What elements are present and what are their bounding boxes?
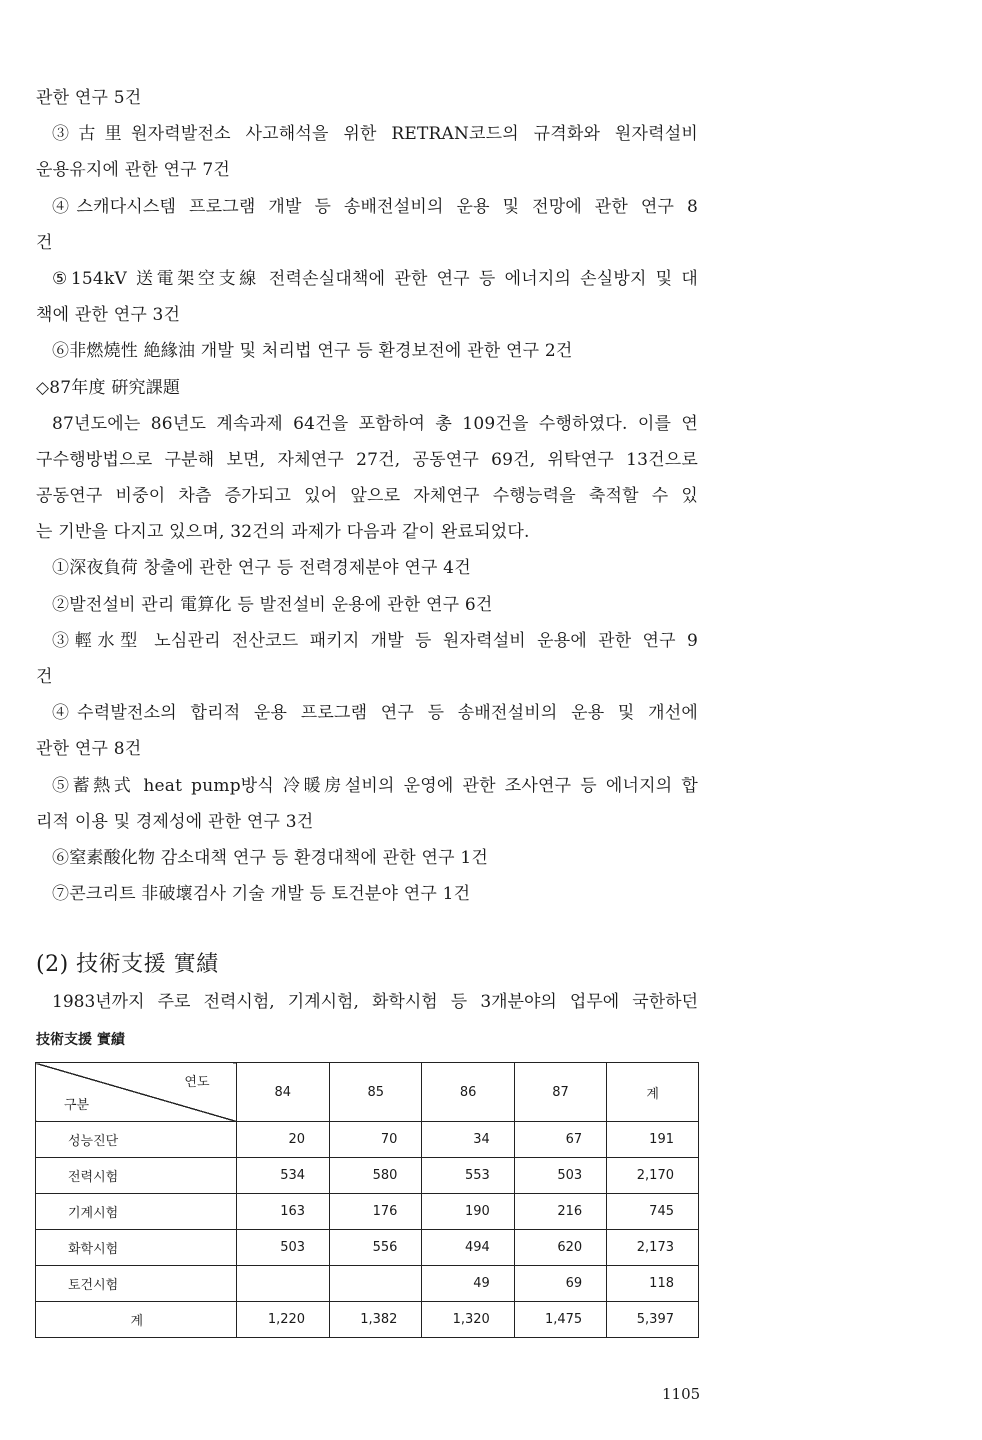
text-line: 건 — [36, 232, 53, 253]
text-line: 공동연구 비중이 차츰 증가되고 있어 앞으로 자체연구 수행능력을 축적할 수 있 — [36, 486, 698, 507]
table-cell: 553 — [422, 1158, 514, 1194]
table-row — [36, 1194, 699, 1230]
text-line: ⑥窒素酸化物 감소대책 연구 등 환경대책에 관한 연구 1건 — [52, 847, 489, 868]
text-line: 건 — [36, 667, 53, 687]
table-cell — [330, 1266, 422, 1302]
text-line: 구수행방법으로 구분해 보면, 자체연구 27건, 공동연구 69건, 위탁연구 13건으로 — [36, 449, 698, 470]
table-row — [36, 1122, 699, 1158]
table-cell: 580 — [330, 1158, 422, 1194]
text-line: 관한 연구 5건 — [36, 88, 142, 108]
corner-year-label: 연도 — [184, 1075, 210, 1090]
table-cell: 745 — [607, 1194, 699, 1230]
row-label: 기계시험 — [36, 1194, 237, 1230]
text-line: ④스캐다시스템 프로그램 개발 등 송배전설비의 운용 및 전망에 관한 연구 8 — [52, 196, 698, 217]
table-cell: 118 — [607, 1266, 699, 1302]
table-cell: 534 — [236, 1158, 330, 1194]
text-line: ④수력발전소의 합리적 운용 프로그램 연구 등 송배전설비의 운용 및 개선에 — [52, 703, 698, 724]
table-cell: 2,170 — [607, 1158, 699, 1194]
text-line: 87년도에는 86년도 계속과제 64건을 포함하여 총 109건을 수행하였다. 이를 연 — [52, 413, 698, 434]
table-cell: 70 — [330, 1122, 422, 1158]
text-line: 는 기반을 다지고 있으며, 32건의 과제가 다음과 같이 완료되었다. — [36, 522, 530, 543]
row-label: 성능진단 — [36, 1122, 237, 1158]
table-cell: 190 — [422, 1194, 514, 1230]
table-corner-cell — [36, 1063, 237, 1122]
table-row — [36, 1266, 699, 1302]
table-row — [36, 1302, 699, 1338]
table-cell: 20 — [236, 1122, 330, 1158]
row-label: 전력시험 — [36, 1158, 237, 1194]
table-cell: 503 — [514, 1158, 606, 1194]
text-line: 운용유지에 관한 연구 7건 — [36, 160, 231, 181]
text-line: ②발전설비 관리 電算化 등 발전설비 운용에 관한 연구 6건 — [52, 594, 493, 615]
table-cell: 503 — [236, 1230, 330, 1266]
table-cell: 1,220 — [236, 1302, 330, 1338]
section-first-line: 1983년까지 주로 전력시험, 기계시험, 화학시험 등 3개분야의 업무에 국한하던 — [52, 992, 698, 1012]
table-body — [36, 1122, 699, 1338]
table-header-row — [36, 1063, 699, 1122]
table-cell: 176 — [330, 1194, 422, 1230]
row-label: 계 — [36, 1302, 237, 1338]
table-row — [36, 1230, 699, 1266]
table-cell: 67 — [514, 1122, 606, 1158]
text-line: ①深夜負荷 창출에 관한 연구 등 전력경제분야 연구 4건 — [52, 558, 471, 579]
text-line: ⑦콘크리트 非破壞검사 기술 개발 등 토건분야 연구 1건 — [52, 884, 471, 905]
table-cell: 620 — [514, 1230, 606, 1266]
table-row — [36, 1158, 699, 1194]
table-cell: 69 — [514, 1266, 606, 1302]
body-text — [36, 80, 698, 912]
row-label: 토건시험 — [36, 1266, 237, 1302]
text-line: 책에 관한 연구 3건 — [36, 305, 181, 326]
text-line: 관한 연구 8건 — [36, 739, 142, 760]
table-cell: 163 — [236, 1194, 330, 1230]
text-line: ◇87年度 硏究課題 — [36, 377, 181, 398]
table-cell: 5,397 — [607, 1302, 699, 1338]
text-line: ⑤154kV 送電架空支線 전력손실대책에 관한 연구 등 에너지의 손실방지 및 대 — [52, 268, 698, 289]
table-cell: 1,475 — [514, 1302, 606, 1338]
text-line: ③古里원자력발전소 사고해석을 위한 RETRAN코드의 규격화와 원자력설비 — [52, 124, 698, 145]
table-caption: 技術支援 實績 — [36, 1032, 125, 1048]
table-cell: 1,320 — [422, 1302, 514, 1338]
technical-support-table — [35, 1062, 699, 1338]
table-cell: 49 — [422, 1266, 514, 1302]
corner-category-label: 구분 — [64, 1098, 90, 1113]
table-cell: 191 — [607, 1122, 699, 1158]
text-line: 리적 이용 및 경제성에 관한 연구 3건 — [36, 811, 314, 832]
table-cell: 556 — [330, 1230, 422, 1266]
text-line: ③輕水型 노심관리 전산코드 패키지 개발 등 원자력설비 운용에 관한 연구 9 — [52, 630, 698, 651]
column-header: 84 — [236, 1063, 330, 1122]
column-header: 87 — [514, 1063, 606, 1122]
table-cell: 34 — [422, 1122, 514, 1158]
column-header: 계 — [607, 1063, 699, 1122]
table-cell: 494 — [422, 1230, 514, 1266]
page-number: 1105 — [662, 1385, 701, 1403]
section-heading: (2) 技術支援 實績 — [36, 952, 219, 977]
text-line: ⑥非燃燒性 絶緣油 개발 및 처리법 연구 등 환경보전에 관한 연구 2건 — [52, 341, 573, 362]
table-cell: 216 — [514, 1194, 606, 1230]
column-header: 86 — [422, 1063, 514, 1122]
row-label: 화학시험 — [36, 1230, 237, 1266]
table-cell: 2,173 — [607, 1230, 699, 1266]
text-line: ⑤蓄熱式 heat pump방식 冷暖房설비의 운영에 관한 조사연구 등 에너지의 합 — [52, 775, 698, 796]
column-header: 85 — [330, 1063, 422, 1122]
table-cell: 1,382 — [330, 1302, 422, 1338]
table-cell — [236, 1266, 330, 1302]
